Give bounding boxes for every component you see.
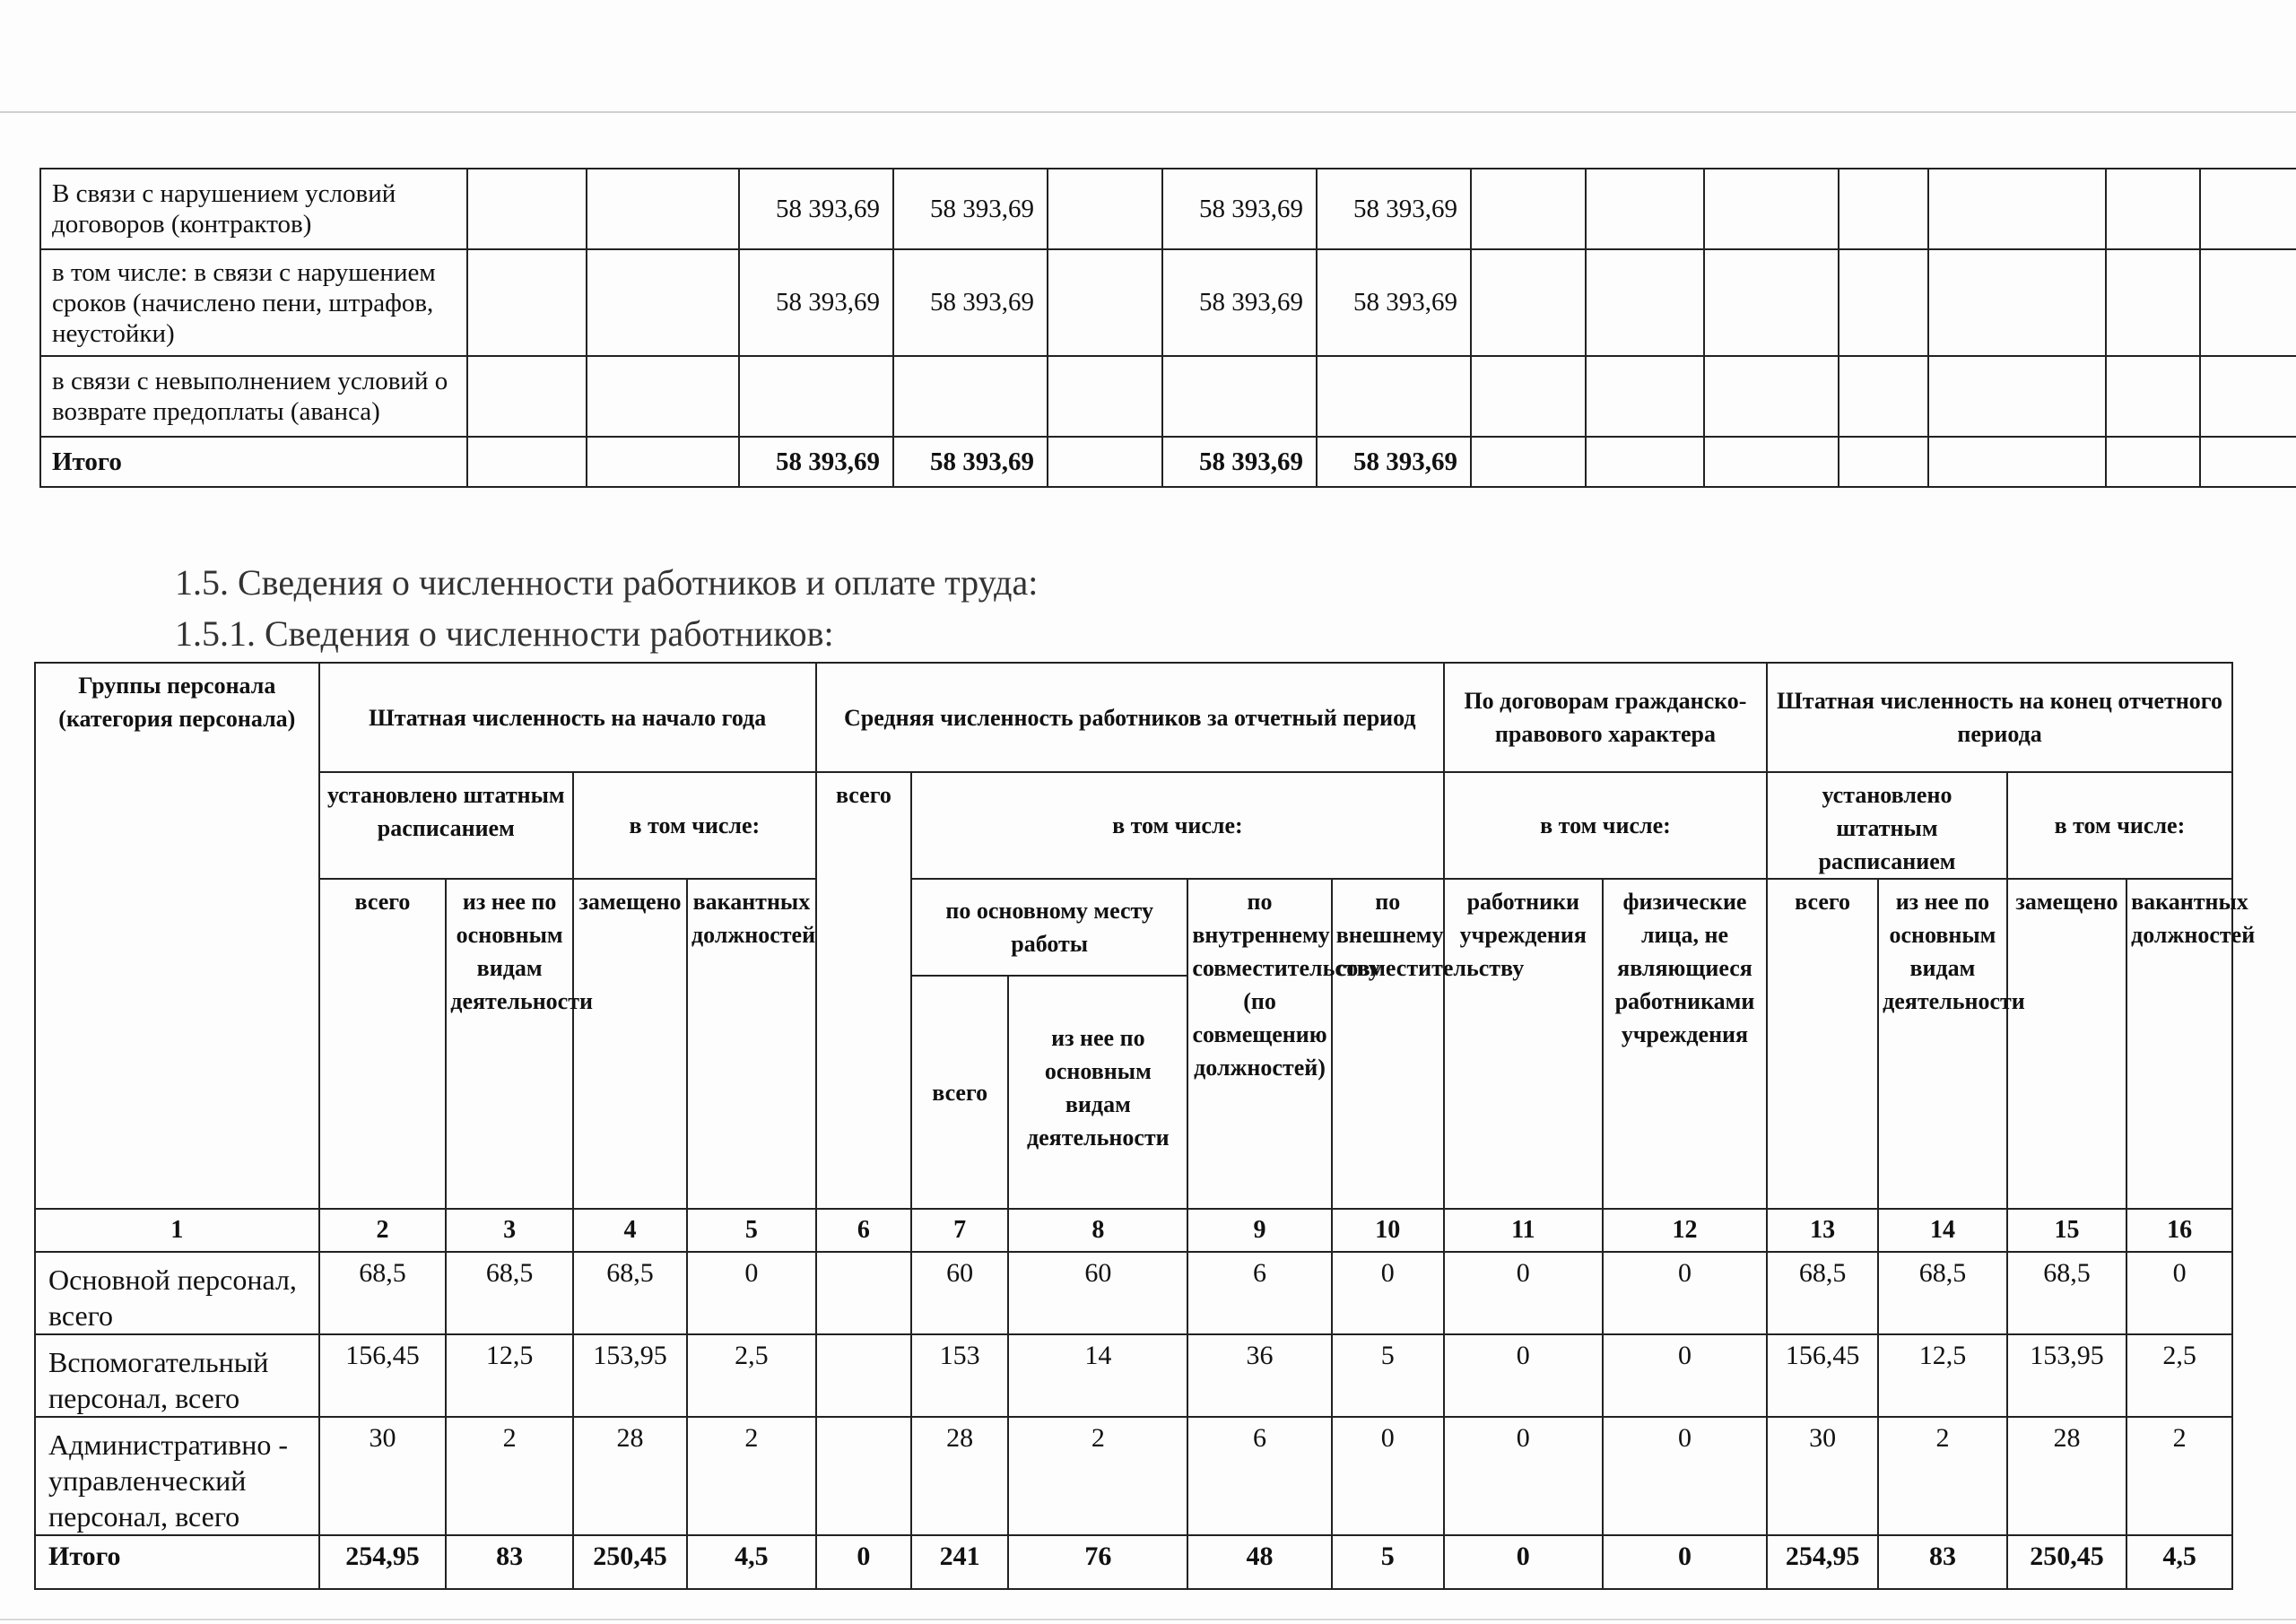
cell-value: 0 xyxy=(1603,1535,1767,1589)
header-total: всего xyxy=(1767,879,1878,1209)
cell-value: 156,45 xyxy=(1767,1334,1878,1417)
cell-value xyxy=(739,356,893,437)
header-external: по внешнему совместительству xyxy=(1332,879,1444,1209)
cell-value: 58 393,69 xyxy=(739,169,893,249)
header-row xyxy=(35,772,2232,879)
cell-value: 5 xyxy=(1332,1535,1444,1589)
header-including: в том числе: xyxy=(1444,772,1767,879)
cell-value: 58 393,69 xyxy=(1162,437,1317,487)
column-index: 4 xyxy=(573,1209,687,1252)
header-total: всего xyxy=(319,879,447,1209)
header-civil-contracts: По договорам гражданско-правового характера xyxy=(1444,663,1767,772)
cell-value: 14 xyxy=(1008,1334,1187,1417)
cell-value: 28 xyxy=(911,1417,1008,1535)
cell-value: 2 xyxy=(446,1417,573,1535)
table-row xyxy=(40,169,2296,249)
cell-value xyxy=(816,1334,911,1417)
cell-value: 68,5 xyxy=(1878,1252,2007,1334)
header-total: всего xyxy=(816,772,911,1209)
group-label: Вспомогательный персонал, всего xyxy=(35,1334,319,1417)
header-average: Средняя численность работников за отчетный период xyxy=(816,663,1444,772)
cell-value: 58 393,69 xyxy=(1317,437,1471,487)
cell-value: 250,45 xyxy=(573,1535,687,1589)
cell-value: 2 xyxy=(2126,1417,2232,1535)
header-of-main: из нее по основным видам деятельности xyxy=(446,879,573,1209)
cell-value: 68,5 xyxy=(573,1252,687,1334)
table-row xyxy=(35,1334,2232,1417)
cell-value: 68,5 xyxy=(1767,1252,1878,1334)
column-index: 9 xyxy=(1187,1209,1331,1252)
header-main-place: по основному месту работы xyxy=(911,879,1187,976)
header-internal: по внутреннему совместительству (по совмещению должностей) xyxy=(1187,879,1331,1209)
header-vacant: вакантных должностей xyxy=(2126,879,2232,1209)
column-index: 8 xyxy=(1008,1209,1187,1252)
cell-value: 76 xyxy=(1008,1535,1187,1589)
header-filled: замещено xyxy=(573,879,687,1209)
cell-value: 0 xyxy=(1603,1334,1767,1417)
cell-value: 0 xyxy=(1444,1334,1603,1417)
cell-value: 68,5 xyxy=(319,1252,447,1334)
cell-value: 12,5 xyxy=(446,1334,573,1417)
cell-value: 30 xyxy=(1767,1417,1878,1535)
table-total-row xyxy=(35,1535,2232,1589)
group-label: Основной персонал, всего xyxy=(35,1252,319,1334)
cell-value: 254,95 xyxy=(319,1535,447,1589)
cell-value: 0 xyxy=(1603,1252,1767,1334)
cell-value: 6 xyxy=(1187,1252,1331,1334)
cell-value: 58 393,69 xyxy=(1317,249,1471,356)
cell-value: 58 393,69 xyxy=(893,249,1048,356)
header-staff-start: Штатная численность на начало года xyxy=(319,663,816,772)
cell-value: 6 xyxy=(1187,1417,1331,1535)
cell-value xyxy=(816,1252,911,1334)
cell-value: 241 xyxy=(911,1535,1008,1589)
header-row xyxy=(35,663,2232,772)
column-index: 3 xyxy=(446,1209,573,1252)
cell-value: 58 393,69 xyxy=(1317,169,1471,249)
cell-value xyxy=(1317,356,1471,437)
group-label: Итого xyxy=(35,1535,319,1589)
cell-value: 2 xyxy=(687,1417,816,1535)
row-label: в связи с невыполнением условий о возврате предоплаты (аванса) xyxy=(40,356,467,437)
cell-value: 48 xyxy=(1187,1535,1331,1589)
cell-value: 30 xyxy=(319,1417,447,1535)
cell-value: 0 xyxy=(1332,1417,1444,1535)
cell-value: 0 xyxy=(1332,1252,1444,1334)
column-index: 11 xyxy=(1444,1209,1603,1252)
header-of-main: из нее по основным видам деятельности xyxy=(1008,976,1187,1209)
row-label: Итого xyxy=(40,437,467,487)
column-index: 5 xyxy=(687,1209,816,1252)
column-index-row xyxy=(35,1209,2232,1252)
header-vacant: вакантных должностей xyxy=(687,879,816,1209)
header-of-main: из нее по основным видам деятельности xyxy=(1878,879,2007,1209)
cell-value: 58 393,69 xyxy=(893,437,1048,487)
cell-value: 58 393,69 xyxy=(739,437,893,487)
header-groups: Группы персонала (категория персонала) xyxy=(35,663,319,1209)
table-row xyxy=(35,1417,2232,1535)
cell-value: 2 xyxy=(1878,1417,2007,1535)
table-row xyxy=(35,1252,2232,1334)
header-staff-end: Штатная численность на конец отчетного периода xyxy=(1767,663,2232,772)
cell-value: 2,5 xyxy=(2126,1334,2232,1417)
cell-value: 0 xyxy=(1444,1252,1603,1334)
column-index: 13 xyxy=(1767,1209,1878,1252)
column-index: 15 xyxy=(2007,1209,2126,1252)
cell-value xyxy=(1162,356,1317,437)
row-label: В связи с нарушением условий договоров (контрактов) xyxy=(40,169,467,249)
header-total: всего xyxy=(911,976,1008,1209)
column-index: 2 xyxy=(319,1209,447,1252)
cell-value: 4,5 xyxy=(687,1535,816,1589)
cell-value: 68,5 xyxy=(446,1252,573,1334)
cell-value: 5 xyxy=(1332,1334,1444,1417)
header-filled: замещено xyxy=(2007,879,2126,1209)
page-bottom-edge xyxy=(0,1619,2296,1620)
penalties-table xyxy=(39,168,2296,488)
cell-value: 60 xyxy=(1008,1252,1187,1334)
cell-value: 250,45 xyxy=(2007,1535,2126,1589)
cell-value: 4,5 xyxy=(2126,1535,2232,1589)
header-established: установлено штатным расписанием xyxy=(319,772,573,879)
cell-value: 153 xyxy=(911,1334,1008,1417)
table-total-row xyxy=(40,437,2296,487)
cell-value: 58 393,69 xyxy=(893,169,1048,249)
column-index: 16 xyxy=(2126,1209,2232,1252)
cell-value: 83 xyxy=(446,1535,573,1589)
cell-value: 83 xyxy=(1878,1535,2007,1589)
row-label: в том числе: в связи с нарушением сроков (начислено пени, штрафов, неустойки) xyxy=(40,249,467,356)
cell-value: 0 xyxy=(816,1535,911,1589)
table-row xyxy=(40,356,2296,437)
cell-value: 2 xyxy=(1008,1417,1187,1535)
staff-count-table xyxy=(34,662,2256,1590)
header-including: в том числе: xyxy=(573,772,816,879)
header-row xyxy=(35,879,2232,976)
cell-value: 153,95 xyxy=(2007,1334,2126,1417)
header-workers: работники учреждения xyxy=(1444,879,1603,1209)
cell-value: 58 393,69 xyxy=(1162,169,1317,249)
page-top-edge xyxy=(0,111,2296,113)
cell-value: 58 393,69 xyxy=(1162,249,1317,356)
subsection-heading: 1.5.1. Сведения о численности работников: xyxy=(175,613,834,654)
cell-value: 0 xyxy=(2126,1252,2232,1334)
cell-value: 68,5 xyxy=(2007,1252,2126,1334)
cell-value: 58 393,69 xyxy=(739,249,893,356)
column-index: 6 xyxy=(816,1209,911,1252)
column-index: 7 xyxy=(911,1209,1008,1252)
cell-value: 0 xyxy=(1603,1417,1767,1535)
cell-value: 254,95 xyxy=(1767,1535,1878,1589)
cell-value: 0 xyxy=(1444,1535,1603,1589)
section-heading: 1.5. Сведения о численности работников и оплате труда: xyxy=(175,562,1039,603)
cell-value: 28 xyxy=(573,1417,687,1535)
header-established: установлено штатным расписанием xyxy=(1767,772,2007,879)
column-index: 12 xyxy=(1603,1209,1767,1252)
cell-value: 153,95 xyxy=(573,1334,687,1417)
column-index: 14 xyxy=(1878,1209,2007,1252)
header-including: в том числе: xyxy=(911,772,1444,879)
cell-value: 2,5 xyxy=(687,1334,816,1417)
cell-value xyxy=(893,356,1048,437)
column-index: 1 xyxy=(35,1209,319,1252)
header-persons: физические лица, не являющиеся работниками учреждения xyxy=(1603,879,1767,1209)
cell-value: 60 xyxy=(911,1252,1008,1334)
cell-value: 28 xyxy=(2007,1417,2126,1535)
table-row xyxy=(40,249,2296,356)
header-including: в том числе: xyxy=(2007,772,2232,879)
column-index: 10 xyxy=(1332,1209,1444,1252)
cell-value: 12,5 xyxy=(1878,1334,2007,1417)
cell-value: 156,45 xyxy=(319,1334,447,1417)
cell-value xyxy=(816,1417,911,1535)
cell-value: 0 xyxy=(1444,1417,1603,1535)
cell-value: 36 xyxy=(1187,1334,1331,1417)
cell-value: 0 xyxy=(687,1252,816,1334)
group-label: Административно - управленческий персонал, всего xyxy=(35,1417,319,1535)
